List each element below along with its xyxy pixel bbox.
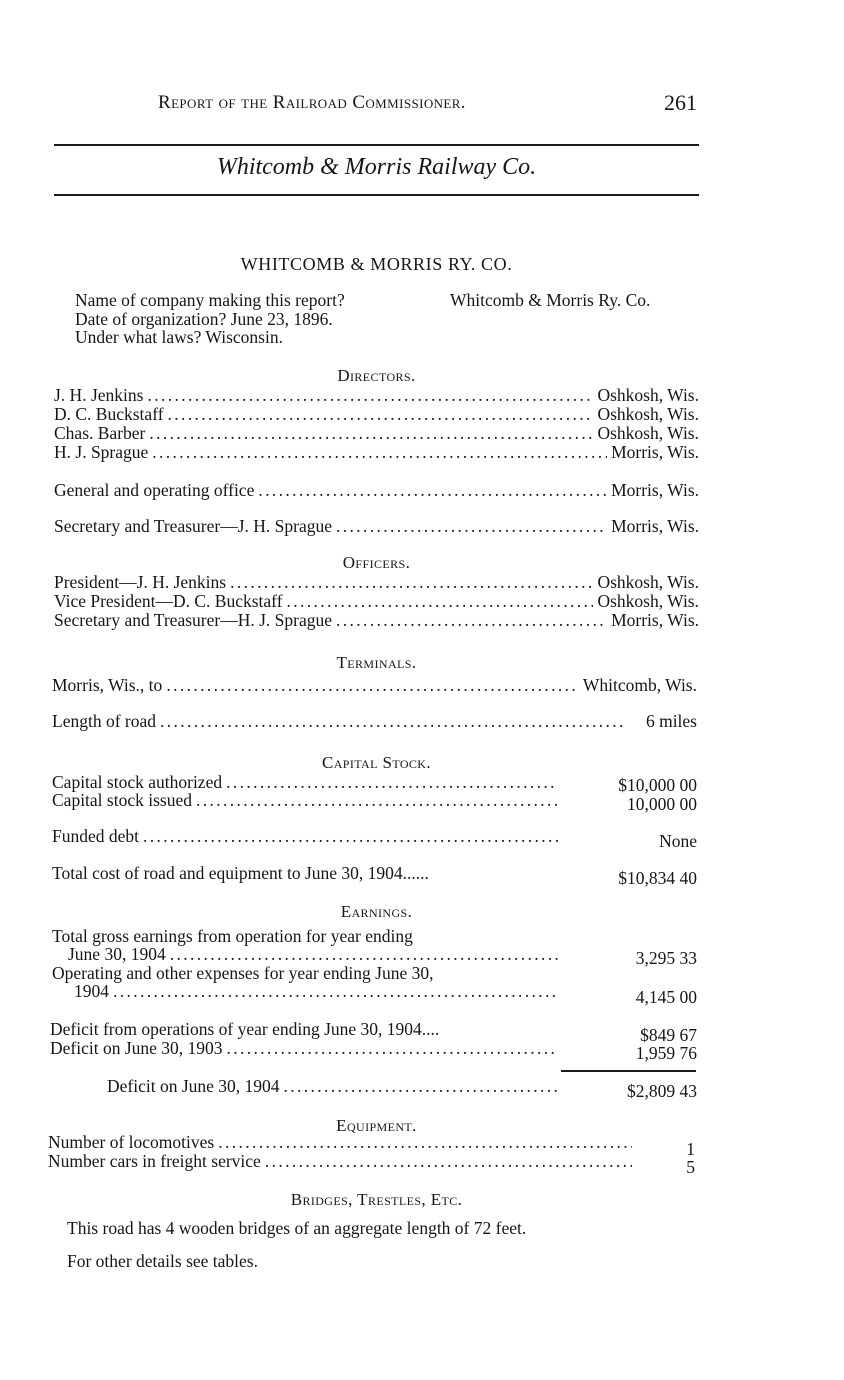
page-number: 261 [664,90,697,115]
freight-cars-row [48,1151,636,1172]
leader-dots [196,790,558,811]
deficit-1903-label: Deficit on June 30, 1903 [50,1038,223,1058]
locomotives-row [48,1132,636,1153]
length-row [52,711,697,732]
director-name: J. H. Jenkins [54,385,144,405]
director-name: Chas. Barber [54,423,146,443]
title-rule [54,194,699,196]
officer-name: President—J. H. Jenkins [54,572,227,592]
officer-place: Oshkosh, Wis. [597,572,699,592]
officer-row [54,572,699,593]
terminals-heading: Terminals. [336,653,417,672]
deficit-ops-label: Deficit from operations of year ending June 30, 1904.... [50,1019,440,1039]
officer-row [54,610,699,631]
freight-cars-value: 5 [686,1157,695,1177]
officer-name: Vice President—D. C. Buckstaff [54,591,283,611]
locomotives-label: Number of locomotives [48,1132,215,1152]
terminals-label: Morris, Wis., to [52,675,163,695]
officer-place: Morris, Wis. [611,610,699,630]
director-row [54,442,699,463]
officer-row [54,591,699,612]
leader-dots [230,572,593,593]
length-label: Length of road [52,711,156,731]
freight-cars-label: Number cars in freight service [48,1151,261,1171]
director-row [54,385,699,406]
bridges-heading: Bridges, Trestles, Etc. [290,1190,463,1209]
gross-earnings-label-line1: Total gross earnings from operation for year ending [52,926,413,946]
director-place: Oshkosh, Wis. [597,404,699,424]
leader-dots [147,385,593,406]
leader-dots [287,591,594,612]
secretary-row [54,516,699,537]
leader-dots [258,480,607,501]
total-cost-value: $10,834 40 [618,868,697,888]
secretary-value: Morris, Wis. [611,516,699,536]
leader-dots [160,711,626,732]
officers-heading: Officers. [342,553,411,572]
director-place: Morris, Wis. [611,442,699,462]
office-row [54,480,699,501]
company-name-question: Name of company making this report? [75,290,345,310]
leader-dots [152,442,607,463]
expenses-row [74,981,562,1002]
details-note: For other details see tables. [67,1251,258,1271]
office-label: General and operating office [54,480,255,500]
leader-dots [218,1132,632,1153]
secretary-label: Secretary and Treasurer—J. H. Sprague [54,516,332,536]
leader-dots [284,1076,558,1097]
capital-authorized-value: $10,000 00 [618,775,697,795]
gross-earnings-row [68,944,562,965]
capital-issued-value: 10,000 00 [627,794,697,814]
director-row [54,404,699,425]
laws-line: Under what laws? Wisconsin. [75,327,283,347]
expenses-label-line1: Operating and other expenses for year ending June 30, [52,963,434,983]
capital-issued-label: Capital stock issued [52,790,192,810]
equipment-heading: Equipment. [336,1116,417,1135]
expenses-label-line2: 1904 [74,981,109,1001]
leader-dots [168,404,594,425]
director-row [54,423,699,444]
office-value: Morris, Wis. [611,480,699,500]
directors-heading: Directors. [337,366,416,385]
locomotives-value: 1 [686,1139,695,1159]
length-value: 6 miles [645,711,697,731]
capital-authorized-label: Capital stock authorized [52,772,223,792]
deficit-1904-label: Deficit on June 30, 1904 [107,1076,280,1096]
leader-dots [336,610,607,631]
gross-earnings-value: 3,295 33 [635,948,697,968]
officer-name: Secretary and Treasurer—H. J. Sprague [54,610,332,630]
leader-dots [336,516,607,537]
deficit-1904-row [107,1076,562,1097]
terminals-value: Whitcomb, Wis. [582,675,697,695]
funded-debt-value: None [659,831,697,851]
deficit-ops-value: $849 67 [640,1025,697,1045]
company-name-answer: Whitcomb & Morris Ry. Co. [450,290,651,310]
director-place: Oshkosh, Wis. [597,385,699,405]
company-caps-title: WHITCOMB & MORRIS RY. CO. [240,254,513,274]
total-rule [561,1070,696,1072]
director-name: H. J. Sprague [54,442,149,462]
company-title: Whitcomb & Morris Railway Co. [216,154,537,180]
gross-earnings-label-line2: June 30, 1904 [68,944,166,964]
leader-dots [149,423,593,444]
leader-dots [166,675,579,696]
leader-dots [227,1038,558,1059]
deficit-1903-row [50,1038,562,1059]
capital-stock-heading: Capital Stock. [321,753,432,772]
running-head: Report of the Railroad Commissioner. [158,92,466,113]
bridges-text: This road has 4 wooden bridges of an aggregate length of 72 feet. [67,1218,527,1238]
leader-dots [143,826,558,847]
officer-place: Oshkosh, Wis. [597,591,699,611]
funded-debt-row [52,826,562,847]
earnings-heading: Earnings. [340,902,413,921]
capital-issued-row [52,790,562,811]
director-place: Oshkosh, Wis. [597,423,699,443]
terminals-row [52,675,697,696]
leader-dots [265,1151,632,1172]
deficit-1904-value: $2,809 43 [627,1081,697,1101]
director-name: D. C. Buckstaff [54,404,164,424]
deficit-1903-value: 1,959 76 [635,1043,697,1063]
total-cost-label: Total cost of road and equipment to June 30, 1904...... [52,863,429,883]
expenses-value: 4,145 00 [635,987,697,1007]
leader-dots [113,981,558,1002]
funded-debt-label: Funded debt [52,826,140,846]
leader-dots [170,944,558,965]
top-rule [54,144,699,146]
organization-date: Date of organization? June 23, 1896. [75,309,333,329]
